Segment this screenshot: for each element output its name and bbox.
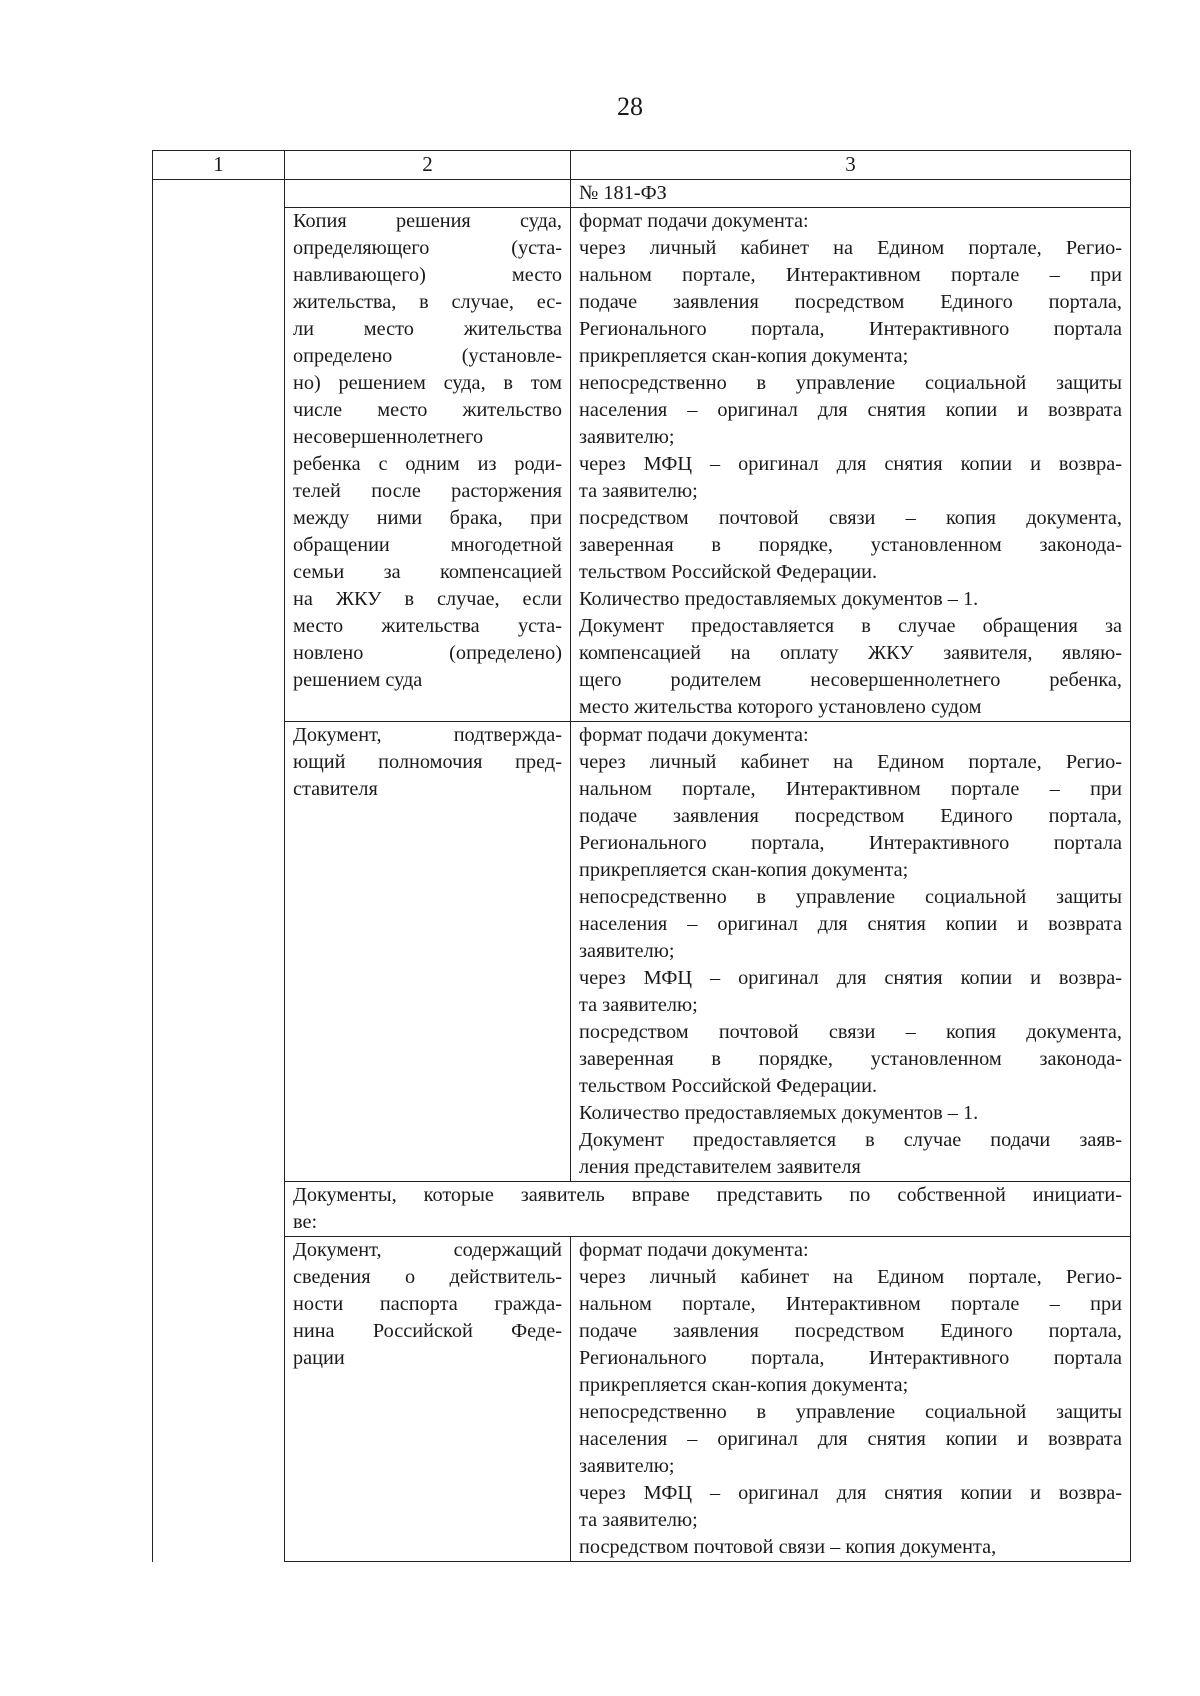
text-line: Документ предоставляется в случае подачи заяв- xyxy=(579,1129,1122,1151)
law-reference-row xyxy=(153,180,1131,208)
page-number: 28 xyxy=(617,92,643,121)
text-line: та заявителю; xyxy=(579,1509,698,1531)
text-line: новлено (определено) xyxy=(293,642,562,664)
text-line: нальном портале, Интерактивном портале – при xyxy=(579,778,1122,800)
text-line: населения – оригинал для снятия копии и возврата xyxy=(579,913,1122,935)
law-reference-empty-cell xyxy=(285,180,571,208)
document-name-cell xyxy=(285,208,571,722)
text-line: формат подачи документа: xyxy=(579,1239,809,1261)
document-format-cell xyxy=(571,1237,1131,1562)
text-line: между ними брака, при xyxy=(293,507,562,529)
column-1-cell xyxy=(153,180,285,1562)
text-line: Документ, подтвержда- xyxy=(293,724,562,746)
text-line: ребенка с одним из роди- xyxy=(293,453,562,475)
text-line: на ЖКУ в случае, если xyxy=(293,588,562,610)
text-line: жительства, в случае, ес- xyxy=(293,291,562,313)
table-row xyxy=(153,208,1131,722)
text-line: тельством Российской Федерации. xyxy=(579,1075,878,1097)
text-line: но) решением суда, в том xyxy=(293,372,562,394)
text-line: формат подачи документа: xyxy=(579,210,809,232)
text-line: заверенная в порядке, установленном законода- xyxy=(579,1048,1122,1070)
section-heading-row xyxy=(153,1182,1131,1237)
column-header-1: 1 xyxy=(153,151,285,180)
text-line: Копия решения суда, xyxy=(293,210,562,232)
text-line: подаче заявления посредством Единого портала, xyxy=(579,1320,1122,1342)
text-line: Количество предоставляемых документов – 1. xyxy=(579,1102,979,1124)
text-line: Регионального портала, Интерактивного портала xyxy=(579,318,1122,340)
text-line: та заявителю; xyxy=(579,994,698,1016)
text-line: Регионального портала, Интерактивного портала xyxy=(579,832,1122,854)
text-line: та заявителю; xyxy=(579,480,698,502)
text-line: непосредственно в управление социальной защиты xyxy=(579,372,1122,394)
text-line: ления представителем заявителя xyxy=(579,1156,861,1178)
text-line: место жительства которого установлено судом xyxy=(579,696,982,718)
text-line: подаче заявления посредством Единого портала, xyxy=(579,291,1122,313)
text-line: Количество предоставляемых документов – 1. xyxy=(579,588,979,610)
text-line: место жительства уста- xyxy=(293,615,562,637)
table-header-row xyxy=(153,151,1131,180)
table-row xyxy=(153,1237,1131,1562)
text-line: заверенная в порядке, установленном законода- xyxy=(579,534,1122,556)
text-line: непосредственно в управление социальной защиты xyxy=(579,1401,1122,1423)
section-heading xyxy=(285,1182,1131,1237)
text-line: посредством почтовой связи – копия документа, xyxy=(579,1021,1122,1043)
text-line: Документы, которые заявитель вправе представить по собственной инициати- xyxy=(293,1184,1122,1206)
text-line: посредством почтовой связи – копия документа, xyxy=(579,507,1122,529)
text-line: ве: xyxy=(293,1211,318,1233)
document-name-cell xyxy=(285,722,571,1182)
text-line: прикрепляется скан-копия документа; xyxy=(579,1374,909,1396)
text-line: Документ предоставляется в случае обращения за xyxy=(579,615,1122,637)
text-line: через личный кабинет на Едином портале, Регио- xyxy=(579,1266,1122,1288)
column-header-2: 2 xyxy=(285,151,571,180)
text-line: через личный кабинет на Едином портале, Регио- xyxy=(579,751,1122,773)
text-line: ставителя xyxy=(293,778,378,800)
text-line: определено (установле- xyxy=(293,345,562,367)
text-line: обращении многодетной xyxy=(293,534,562,556)
text-line: подаче заявления посредством Единого портала, xyxy=(579,805,1122,827)
text-line: Документ, содержащий xyxy=(293,1239,562,1261)
text-line: нальном портале, Интерактивном портале – при xyxy=(579,264,1122,286)
text-line: через МФЦ – оригинал для снятия копии и возвра- xyxy=(579,1482,1122,1504)
text-line: заявителю; xyxy=(579,940,675,962)
text-line: несовершеннолетнего xyxy=(293,426,484,448)
text-line: числе место жительство xyxy=(293,399,562,421)
document-format-cell xyxy=(571,208,1131,722)
text-line: нина Российской Феде- xyxy=(293,1320,562,1342)
document-format-cell xyxy=(571,722,1131,1182)
text-line: через МФЦ – оригинал для снятия копии и возвра- xyxy=(579,967,1122,989)
text-line: семьи за компенсацией xyxy=(293,561,562,583)
text-line: навливающего) место xyxy=(293,264,562,286)
text-line: определяющего (уста- xyxy=(293,237,562,259)
column-header-3: 3 xyxy=(571,151,1131,180)
law-reference: № 181-ФЗ xyxy=(571,180,1131,208)
text-line: ющий полномочия пред- xyxy=(293,751,562,773)
text-line: прикрепляется скан-копия документа; xyxy=(579,345,909,367)
text-line: щего родителем несовершеннолетнего ребенка, xyxy=(579,669,1122,691)
text-line: населения – оригинал для снятия копии и возврата xyxy=(579,399,1122,421)
text-line: сведения о действитель- xyxy=(293,1266,562,1288)
text-line: населения – оригинал для снятия копии и возврата xyxy=(579,1428,1122,1450)
text-line: рации xyxy=(293,1347,345,1369)
text-line: ности паспорта гражда- xyxy=(293,1293,562,1315)
text-line: ли место жительства xyxy=(293,318,562,340)
table-row xyxy=(153,722,1131,1182)
text-line: компенсацией на оплату ЖКУ заявителя, являю- xyxy=(579,642,1122,664)
text-line: прикрепляется скан-копия документа; xyxy=(579,859,909,881)
text-line: посредством почтовой связи – копия документа, xyxy=(579,1536,997,1558)
text-line: решением суда xyxy=(293,669,423,691)
text-line: заявителю; xyxy=(579,426,675,448)
text-line: через личный кабинет на Едином портале, Регио- xyxy=(579,237,1122,259)
text-line: Регионального портала, Интерактивного портала xyxy=(579,1347,1122,1369)
text-line: телей после расторжения xyxy=(293,480,562,502)
text-line: нальном портале, Интерактивном портале – при xyxy=(579,1293,1122,1315)
text-line: через МФЦ – оригинал для снятия копии и возвра- xyxy=(579,453,1122,475)
text-line: заявителю; xyxy=(579,1455,675,1477)
document-table xyxy=(152,150,1131,1562)
text-line: формат подачи документа: xyxy=(579,724,809,746)
text-line: непосредственно в управление социальной защиты xyxy=(579,886,1122,908)
text-line: тельством Российской Федерации. xyxy=(579,561,878,583)
document-name-cell xyxy=(285,1237,571,1562)
